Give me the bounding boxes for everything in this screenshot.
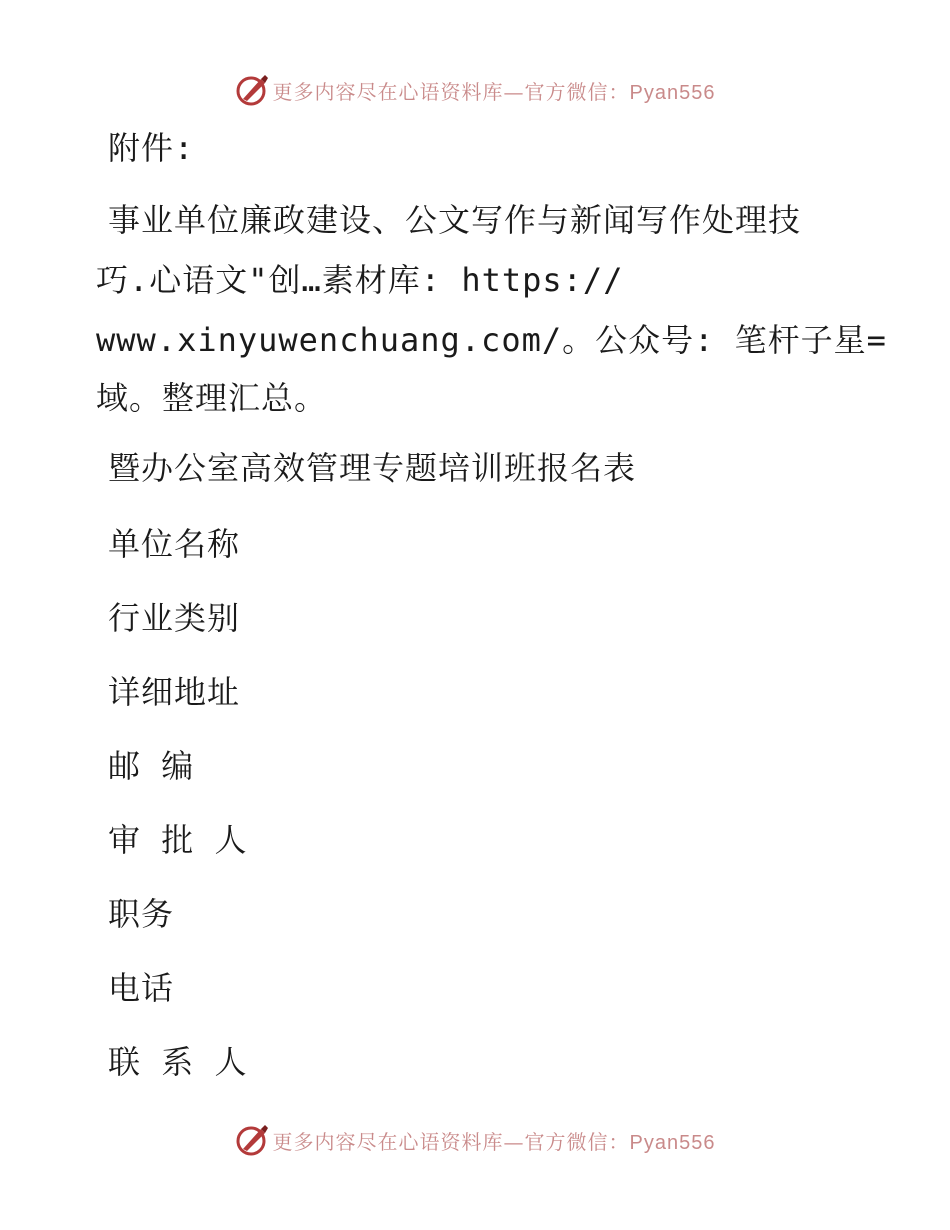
field-position: 职务 [108, 895, 175, 933]
field-unit-name: 单位名称 [108, 525, 241, 563]
field-industry: 行业类别 [108, 599, 241, 637]
watermark-text: 更多内容尽在心语资料库—官方微信：Pyan556 [272, 1129, 716, 1154]
intro-line-3: www.xinyuwenchuang.com/。公众号: 笔杆子星= [96, 321, 887, 359]
field-approver: 审 批 人 [108, 821, 248, 859]
footer-watermark-banner [0, 1120, 950, 1160]
watermark-text: 更多内容尽在心语资料库—官方微信：Pyan556 [272, 79, 716, 104]
form-title: 暨办公室高效管理专题培训班报名表 [108, 449, 637, 487]
field-postcode: 邮 编 [108, 747, 195, 785]
intro-line-2: 巧.心语文"创…素材库: https:// [96, 261, 624, 299]
field-address: 详细地址 [108, 673, 241, 711]
attachment-label: 附件: [108, 129, 195, 167]
intro-line-4: 域。整理汇总。 [96, 379, 328, 417]
header-watermark-banner [0, 70, 950, 110]
field-phone: 电话 [108, 969, 175, 1007]
intro-line-1: 事业单位廉政建设、公文写作与新闻写作处理技 [108, 201, 802, 239]
pen-logo-icon [235, 1123, 269, 1157]
field-contact: 联 系 人 [108, 1043, 248, 1081]
pen-logo-icon [235, 73, 269, 107]
